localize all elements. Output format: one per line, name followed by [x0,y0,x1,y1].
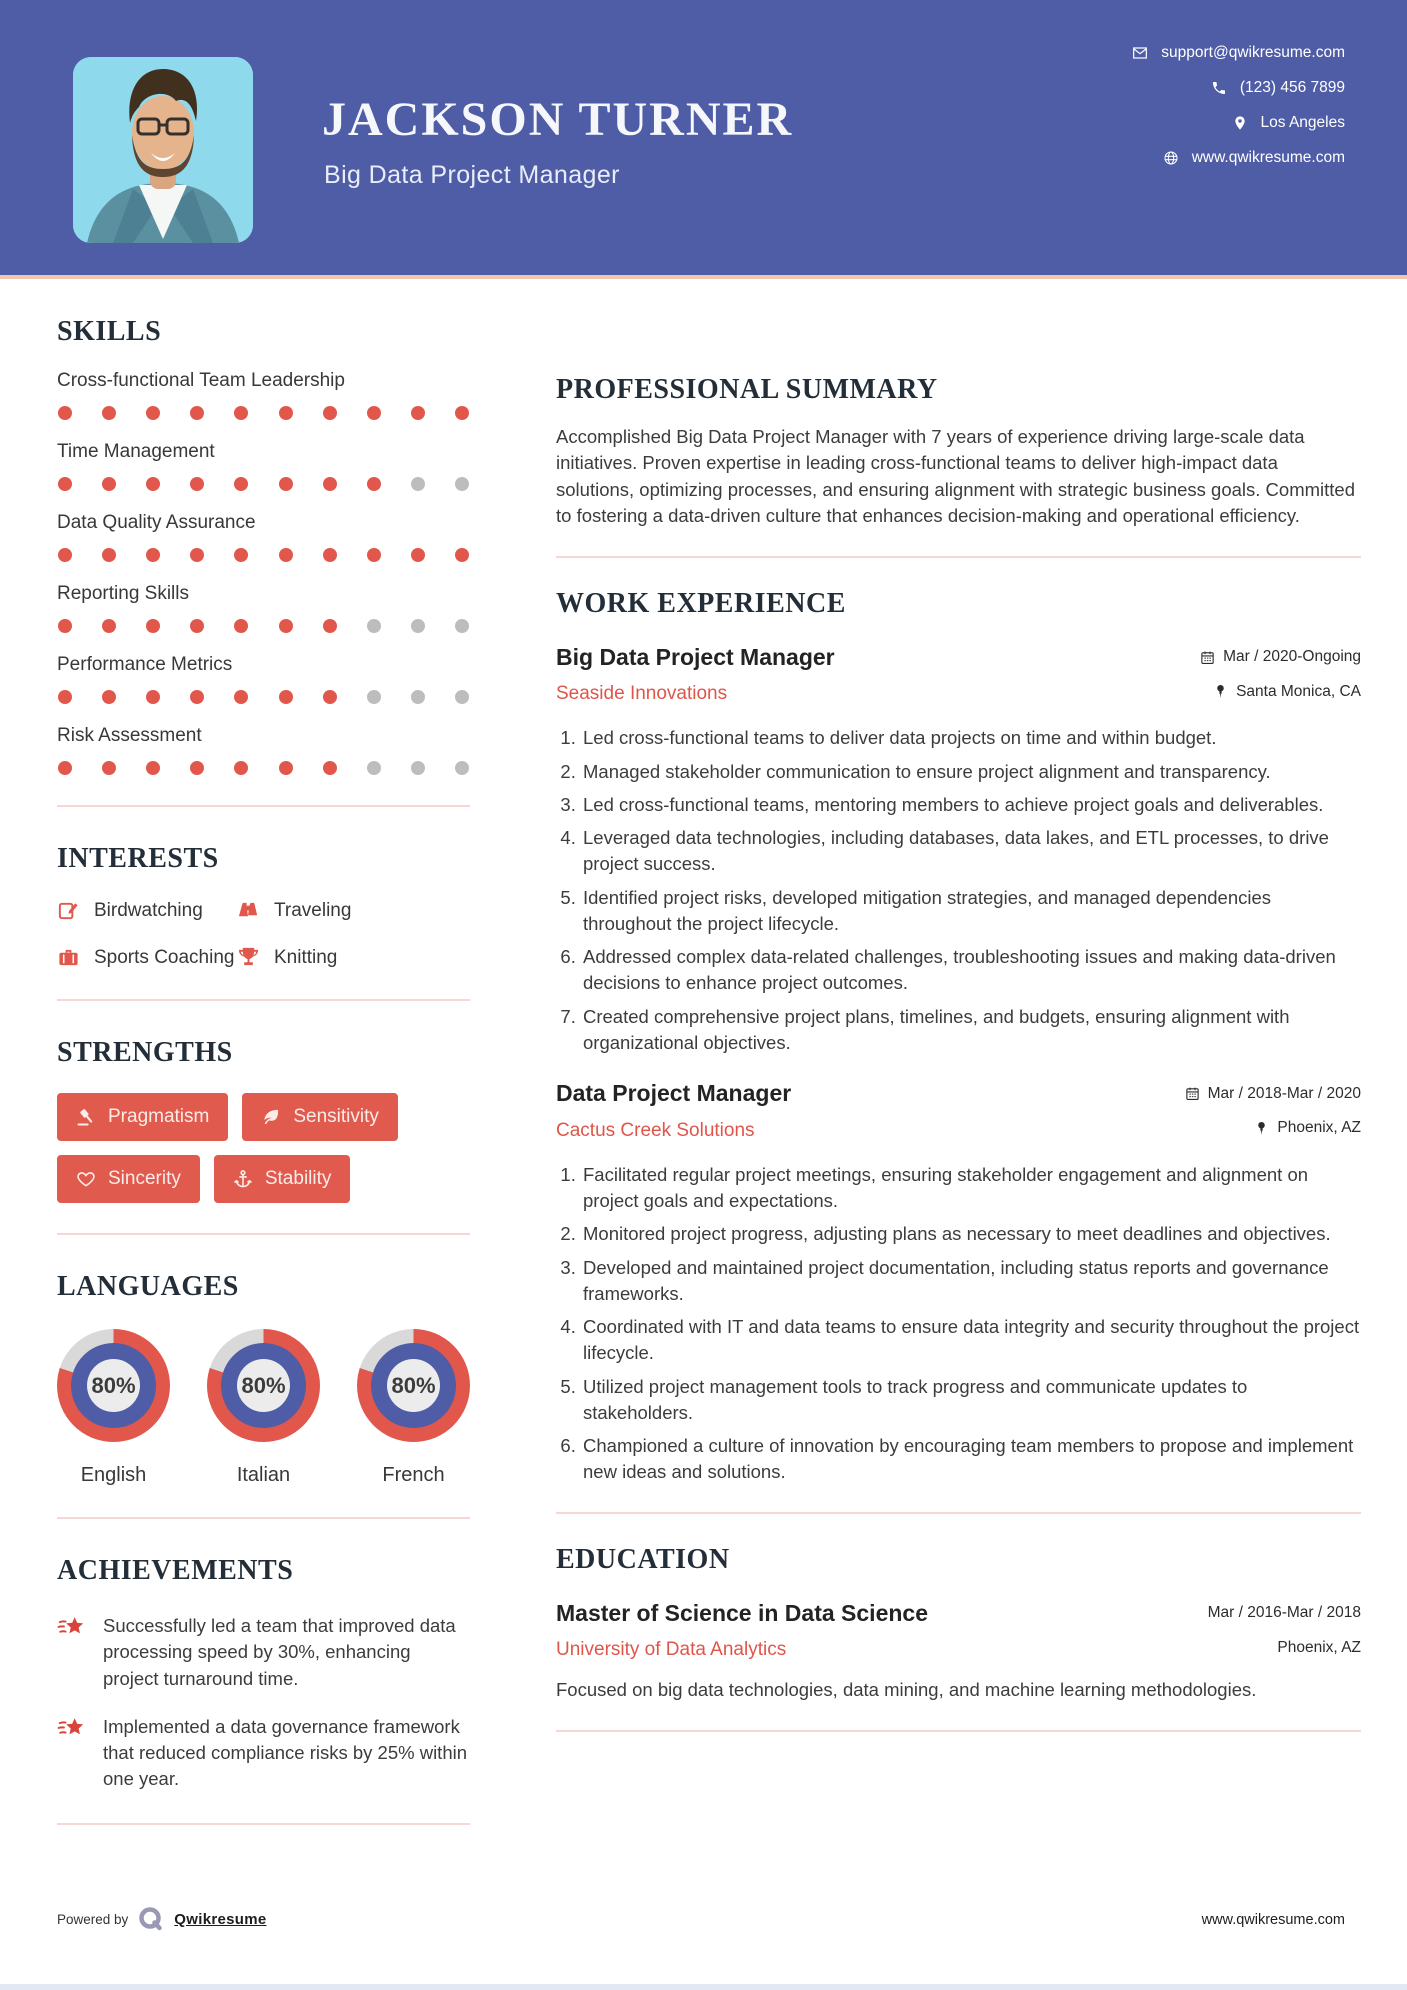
skill-item [57,654,470,704]
skill-dot [58,619,72,633]
strength-label: Sensitivity [293,1106,379,1127]
interests-heading: INTERESTS [57,843,219,874]
skill-dots [57,619,470,633]
achievement-text: Implemented a data governance framework that reduced compliance risks by 25% within one year. [103,1715,468,1790]
skill-dot [146,761,160,775]
skill-dot [58,548,72,562]
skill-dot [411,619,425,633]
degree-title: Master of Science in Data Science [556,1599,928,1626]
skills-list [57,370,470,775]
qwikresume-logo-icon [138,1906,164,1932]
skill-dot [190,690,204,704]
divider [57,999,470,1001]
job-bullet: 3. Developed and maintained project documentation, including status reports and governance frameworks. [581,1255,1361,1308]
skill-item [57,725,470,775]
summary-heading: PROFESSIONAL SUMMARY [556,374,938,405]
education-location: Phoenix, AZ [1254,1639,1361,1657]
skills-heading: SKILLS [57,316,162,347]
skill-name: Performance Metrics [57,654,233,675]
skill-item [57,370,470,420]
job-title: Big Data Project Manager [556,643,835,670]
language-percent: 80% [87,1359,140,1412]
company-name: Seaside Innovations [556,683,728,705]
interest-item [57,946,237,969]
pushpin-icon [1213,684,1228,699]
divider [57,1233,470,1235]
interest-label: Knitting [274,946,338,968]
skill-dot [234,761,248,775]
skill-dot [367,761,381,775]
skill-dot [102,548,116,562]
skill-dots [57,548,470,562]
pushpin-icon [1254,1121,1269,1136]
job-bullet: 6. Addressed complex data-related challenges, troubleshooting issues and making data-driven decisions to enhance project outcomes. [581,944,1361,997]
job-dates [1200,648,1361,666]
contact-text: (123) 456 7899 [1239,79,1345,96]
location-pin-icon [1232,115,1248,131]
strength-label: Sincerity [108,1168,181,1189]
job-dates-text: Mar / 2018-Mar / 2020 [1207,1084,1361,1102]
job-bullet: 1. Facilitated regular project meetings, ensuring stakeholder engagement and alignment on project goals and expectations. [581,1162,1361,1215]
skill-name: Data Quality Assurance [57,512,256,533]
skill-dot [411,761,425,775]
skill-dot [367,690,381,704]
job-dates [1185,1085,1361,1103]
skill-dot [58,477,72,491]
divider [556,1512,1361,1514]
skill-dots [57,761,470,775]
profile-photo-illustration [73,57,253,243]
skill-dot [279,548,293,562]
interest-item [57,899,237,922]
language-percent: 80% [387,1359,440,1412]
skill-dot [234,406,248,420]
skill-dot [411,406,425,420]
briefcase-icon [57,946,80,969]
strength-chip [57,1155,200,1203]
language-donut [357,1329,470,1442]
divider [57,1823,470,1825]
job-location-text: Phoenix, AZ [1277,1119,1361,1137]
job-bullet: 7. Created comprehensive project plans, timelines, and budgets, ensuring alignment with organizational objectives. [581,1004,1361,1057]
interest-item [237,946,470,969]
job-header [556,644,1361,671]
skill-dot [102,406,116,420]
skill-dot [102,619,116,633]
skill-dot [234,477,248,491]
language-label: English [80,1464,147,1486]
language-donut [207,1329,320,1442]
skill-dot [146,548,160,562]
job-location-text: Santa Monica, CA [1236,682,1361,700]
job-dates-text: Mar / 2020-Ongoing [1223,648,1361,666]
skill-dot [323,548,337,562]
job-bullet: 5. Identified project risks, developed mitigation strategies, and managed dependencies throughout the project lifecycle. [581,885,1361,938]
job-title: Data Project Manager [556,1080,792,1107]
person-name: JACKSON TURNER [322,93,794,146]
shooting-star-icon [57,1613,87,1643]
skill-dot [367,477,381,491]
contact-text: support@qwikresume.com [1161,44,1345,61]
edit-note-icon [57,899,80,922]
powered-by-label: Powered by [57,1911,129,1927]
language-item [357,1329,470,1487]
skill-dot [455,406,469,420]
skill-dot [279,406,293,420]
skill-dot [102,477,116,491]
job-bullet: 3. Led cross-functional teams, mentoring members to achieve project goals and deliverables. [581,792,1361,818]
job-entry [556,1080,1361,1485]
strength-chip [57,1093,228,1141]
interest-label: Sports Coaching [94,946,235,968]
phone-icon [1211,80,1227,96]
skill-dot [323,477,337,491]
globe-icon [1163,150,1179,166]
skill-dot [146,477,160,491]
job-bullets [556,1162,1361,1486]
language-item [57,1329,170,1487]
skill-dot [58,406,72,420]
language-label: French [382,1464,445,1486]
job-bullet: 6. Championed a culture of innovation by encouraging team members to propose and implement new ideas and solutions. [581,1433,1361,1486]
skill-dot [190,761,204,775]
skill-dot [234,690,248,704]
strength-chip [242,1093,398,1141]
skill-dot [102,690,116,704]
heart-icon [76,1169,96,1189]
skill-dot [279,619,293,633]
skill-dot [323,406,337,420]
skill-dot [234,548,248,562]
skill-dot [323,690,337,704]
footer-website-link[interactable]: www.qwikresume.com [1201,1912,1345,1928]
pushpin-icon [1254,1640,1269,1655]
job-bullet: 4. Leveraged data technologies, including databases, data lakes, and ETL processes, to drive project success. [581,825,1361,878]
interest-label: Birdwatching [94,899,203,921]
divider [556,1730,1361,1732]
school-name: University of Data Analytics [556,1639,787,1661]
skill-dot [455,477,469,491]
interests-list [57,899,470,969]
skill-dot [58,761,72,775]
achievement-item [57,1613,470,1692]
skill-dot [102,761,116,775]
job-bullet: 1. Led cross-functional teams to deliver data projects on time and within budget. [581,725,1361,751]
calendar-icon [1200,650,1215,665]
divider [556,556,1361,558]
achievement-text: Successfully led a team that improved data processing speed by 30%, enhancing project turnaround time. [103,1615,456,1689]
contact-text: Los Angeles [1260,114,1345,131]
header-underline [0,275,1407,279]
skill-dot [411,690,425,704]
skill-dot [411,548,425,562]
work-experience-heading: WORK EXPERIENCE [556,587,846,619]
jobs-list [556,644,1361,1486]
trophy-icon [237,946,260,969]
skill-dot [190,548,204,562]
skill-dots [57,690,470,704]
skill-name: Time Management [57,441,215,462]
contact-item[interactable] [1132,79,1345,97]
skill-dot [455,690,469,704]
calendar-icon [1185,1606,1200,1621]
contact-item[interactable] [1132,149,1345,167]
job-bullet: 2. Managed stakeholder communication to ensure project alignment and transparency. [581,759,1361,785]
strengths-list [57,1093,417,1203]
skill-dot [58,690,72,704]
skill-dot [367,619,381,633]
achievements-heading: ACHIEVEMENTS [57,1555,294,1586]
profile-photo [73,57,253,243]
education-description: Focused on big data technologies, data mining, and machine learning methodologies. [556,1679,1257,1701]
skill-dot [455,619,469,633]
skill-dot [367,548,381,562]
strength-chip [214,1155,351,1203]
job-bullet: 2. Monitored project progress, adjusting plans as necessary to meet deadlines and objectives. [581,1221,1361,1247]
skill-dot [323,619,337,633]
contact-item[interactable] [1132,114,1345,132]
skill-item [57,512,470,562]
education-heading: EDUCATION [556,1543,730,1575]
strength-label: Stability [264,1168,332,1189]
skill-dot [234,619,248,633]
gavel-icon [76,1107,96,1127]
shooting-star-icon [57,1714,87,1744]
job-location [1213,683,1361,701]
job-subheader [556,1119,1361,1142]
skill-name: Reporting Skills [57,583,189,604]
skill-dot [190,406,204,420]
divider [57,805,470,807]
skill-dot [367,406,381,420]
leaf-icon [261,1107,281,1127]
skill-dot [146,690,160,704]
envelope-icon [1132,45,1148,61]
language-item [207,1329,320,1487]
person-title: Big Data Project Manager [324,161,620,189]
language-donut [57,1329,170,1442]
skill-dot [190,477,204,491]
job-bullet: 4. Coordinated with IT and data teams to ensure data integrity and security throughout the project lifecycle. [581,1314,1361,1367]
bottom-strip [0,1984,1407,1990]
skill-dots [57,406,470,420]
language-percent: 80% [237,1359,290,1412]
calendar-icon [1185,1086,1200,1101]
skill-item [57,583,470,633]
skill-dots [57,477,470,491]
education-dates: Mar / 2016-Mar / 2018 [1185,1604,1361,1622]
skill-name: Cross-functional Team Leadership [57,370,345,391]
skill-dot [190,619,204,633]
interest-item [237,899,470,922]
job-bullet: 5. Utilized project management tools to track progress and communicate updates to stakeholders. [581,1374,1361,1427]
job-subheader [556,683,1361,706]
skill-dot [146,619,160,633]
achievement-item [57,1714,470,1793]
language-label: Italian [236,1464,291,1486]
skill-dot [455,761,469,775]
anchor-icon [233,1169,253,1189]
skill-dot [455,548,469,562]
qwikresume-link[interactable]: Qwikresume [174,1910,267,1928]
skill-name: Risk Assessment [57,725,202,746]
summary-text: Accomplished Big Data Project Manager with 7 years of experience driving large-scale data initiatives. Proven expertise in leading cross-functional teams to deliver high-impact data solutions, optimizing processes, and ensuring alignment with strategic business goals. Committed to fostering a data-driven culture that enhances decision-making and operational efficiency. [556,426,1355,527]
job-location [1254,1119,1361,1137]
languages-list [57,1329,470,1487]
divider [57,1517,470,1519]
skill-dot [279,761,293,775]
job-bullets [556,725,1361,1056]
skill-dot [279,690,293,704]
achievements-list [57,1613,470,1793]
skill-dot [323,761,337,775]
company-name: Cactus Creek Solutions [556,1119,755,1141]
skill-item [57,441,470,491]
contact-item[interactable] [1132,44,1345,62]
skill-dot [146,406,160,420]
contact-list [1132,44,1345,167]
interest-label: Traveling [274,899,352,921]
job-header [556,1080,1361,1107]
skill-dot [279,477,293,491]
binoculars-icon [237,899,260,922]
strength-label: Pragmatism [108,1106,210,1127]
strengths-heading: STRENGTHS [57,1037,233,1068]
contact-text: www.qwikresume.com [1191,149,1345,166]
job-entry [556,644,1361,1056]
languages-heading: LANGUAGES [57,1271,239,1302]
skill-dot [411,477,425,491]
